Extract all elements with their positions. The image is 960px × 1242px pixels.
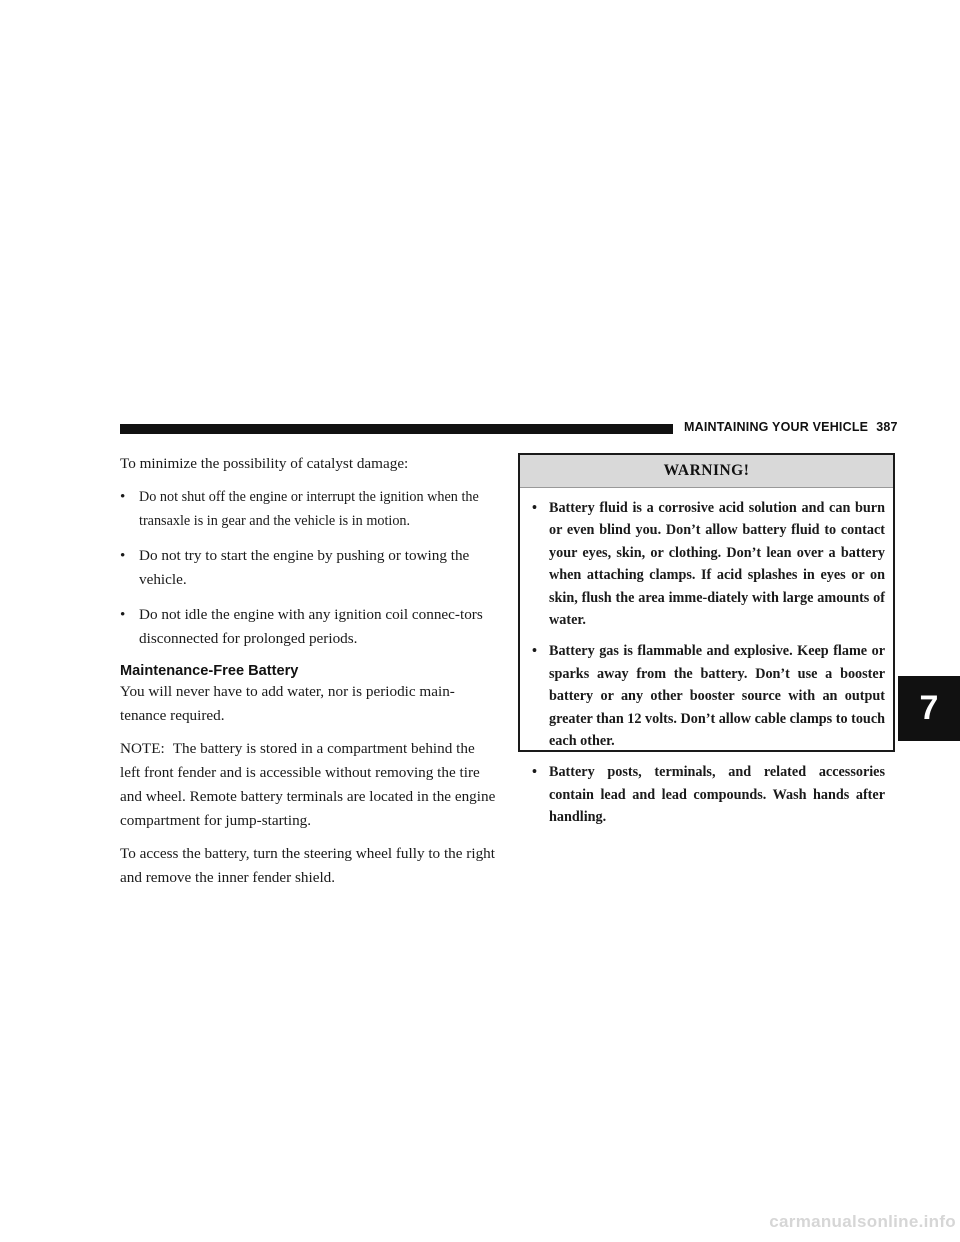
bullet-text: Do not try to start the engine by pushing or towing the vehicle.: [139, 547, 470, 588]
warning-item-text: Battery posts, terminals, and related accessories contain lead and lead compounds. Wash hands after handling.: [549, 764, 885, 826]
bullet-text: Do not shut off the engine or interrupt the ignition when the transaxle is in gear and the vehicle is in motion.: [139, 489, 479, 529]
section-heading: Maintenance-Free Battery: [120, 663, 299, 679]
warning-title: WARNING!: [520, 455, 893, 488]
warning-box: [518, 453, 895, 826]
bullet-glyph: •: [532, 764, 537, 781]
chapter-tab: 7: [898, 676, 960, 741]
access-paragraph: To access the battery, turn the steering wheel fully to the right and remove the inner fender shield.: [120, 845, 495, 886]
bullet-text: Do not idle the engine with any ignition coil connec-tors disconnected for prolonged periods.: [139, 606, 483, 647]
bullet-glyph: •: [120, 606, 126, 623]
catalyst-bullet-list: [120, 485, 498, 651]
warning-item-text: Battery gas is flammable and explosive. Keep flame or sparks away from the battery. Don’t use a booster battery or any other booster source with an output greater than 12 volts. Don’t allow cable clamps to touch each other.: [549, 643, 886, 750]
page-number: 387: [876, 420, 898, 434]
bullet-glyph: •: [120, 547, 126, 564]
list-item: [532, 640, 885, 752]
battery-paragraph: You will never have to add water, nor is periodic main-tenance required.: [120, 683, 455, 724]
watermark-text: carmanualsonline.info: [769, 1212, 956, 1231]
header-title: MAINTAINING YOUR VEHICLE: [684, 420, 869, 434]
list-item: [532, 761, 885, 828]
list-item: [120, 603, 498, 651]
intro-text: To minimize the possibility of catalyst damage:: [120, 455, 409, 472]
left-column: [120, 452, 498, 890]
list-item: [120, 544, 498, 592]
bullet-glyph: •: [120, 488, 126, 505]
list-item: [532, 497, 885, 631]
running-header: [684, 420, 898, 434]
list-item: [120, 485, 498, 533]
note-label: NOTE:: [120, 740, 165, 757]
note-text: The battery is stored in a compartment behind the left front fender and is accessible without removing the tire and wheel. Remote battery terminals are located in the engine compartment for jump-starting.: [120, 740, 496, 829]
header-rule: [120, 424, 673, 434]
bullet-glyph: •: [532, 643, 537, 660]
warning-list: [520, 488, 893, 829]
warning-item-text: Battery fluid is a corrosive acid solution and can burn or even blind you. Don’t allow battery fluid to contact your eyes, skin, or clothing. Don’t lean over a battery when attaching clamps. If acid splashes in eyes or on skin, flush the area imme-diately with large amounts of water.: [549, 500, 885, 629]
bullet-glyph: •: [532, 500, 537, 516]
note-paragraph: [120, 737, 498, 833]
